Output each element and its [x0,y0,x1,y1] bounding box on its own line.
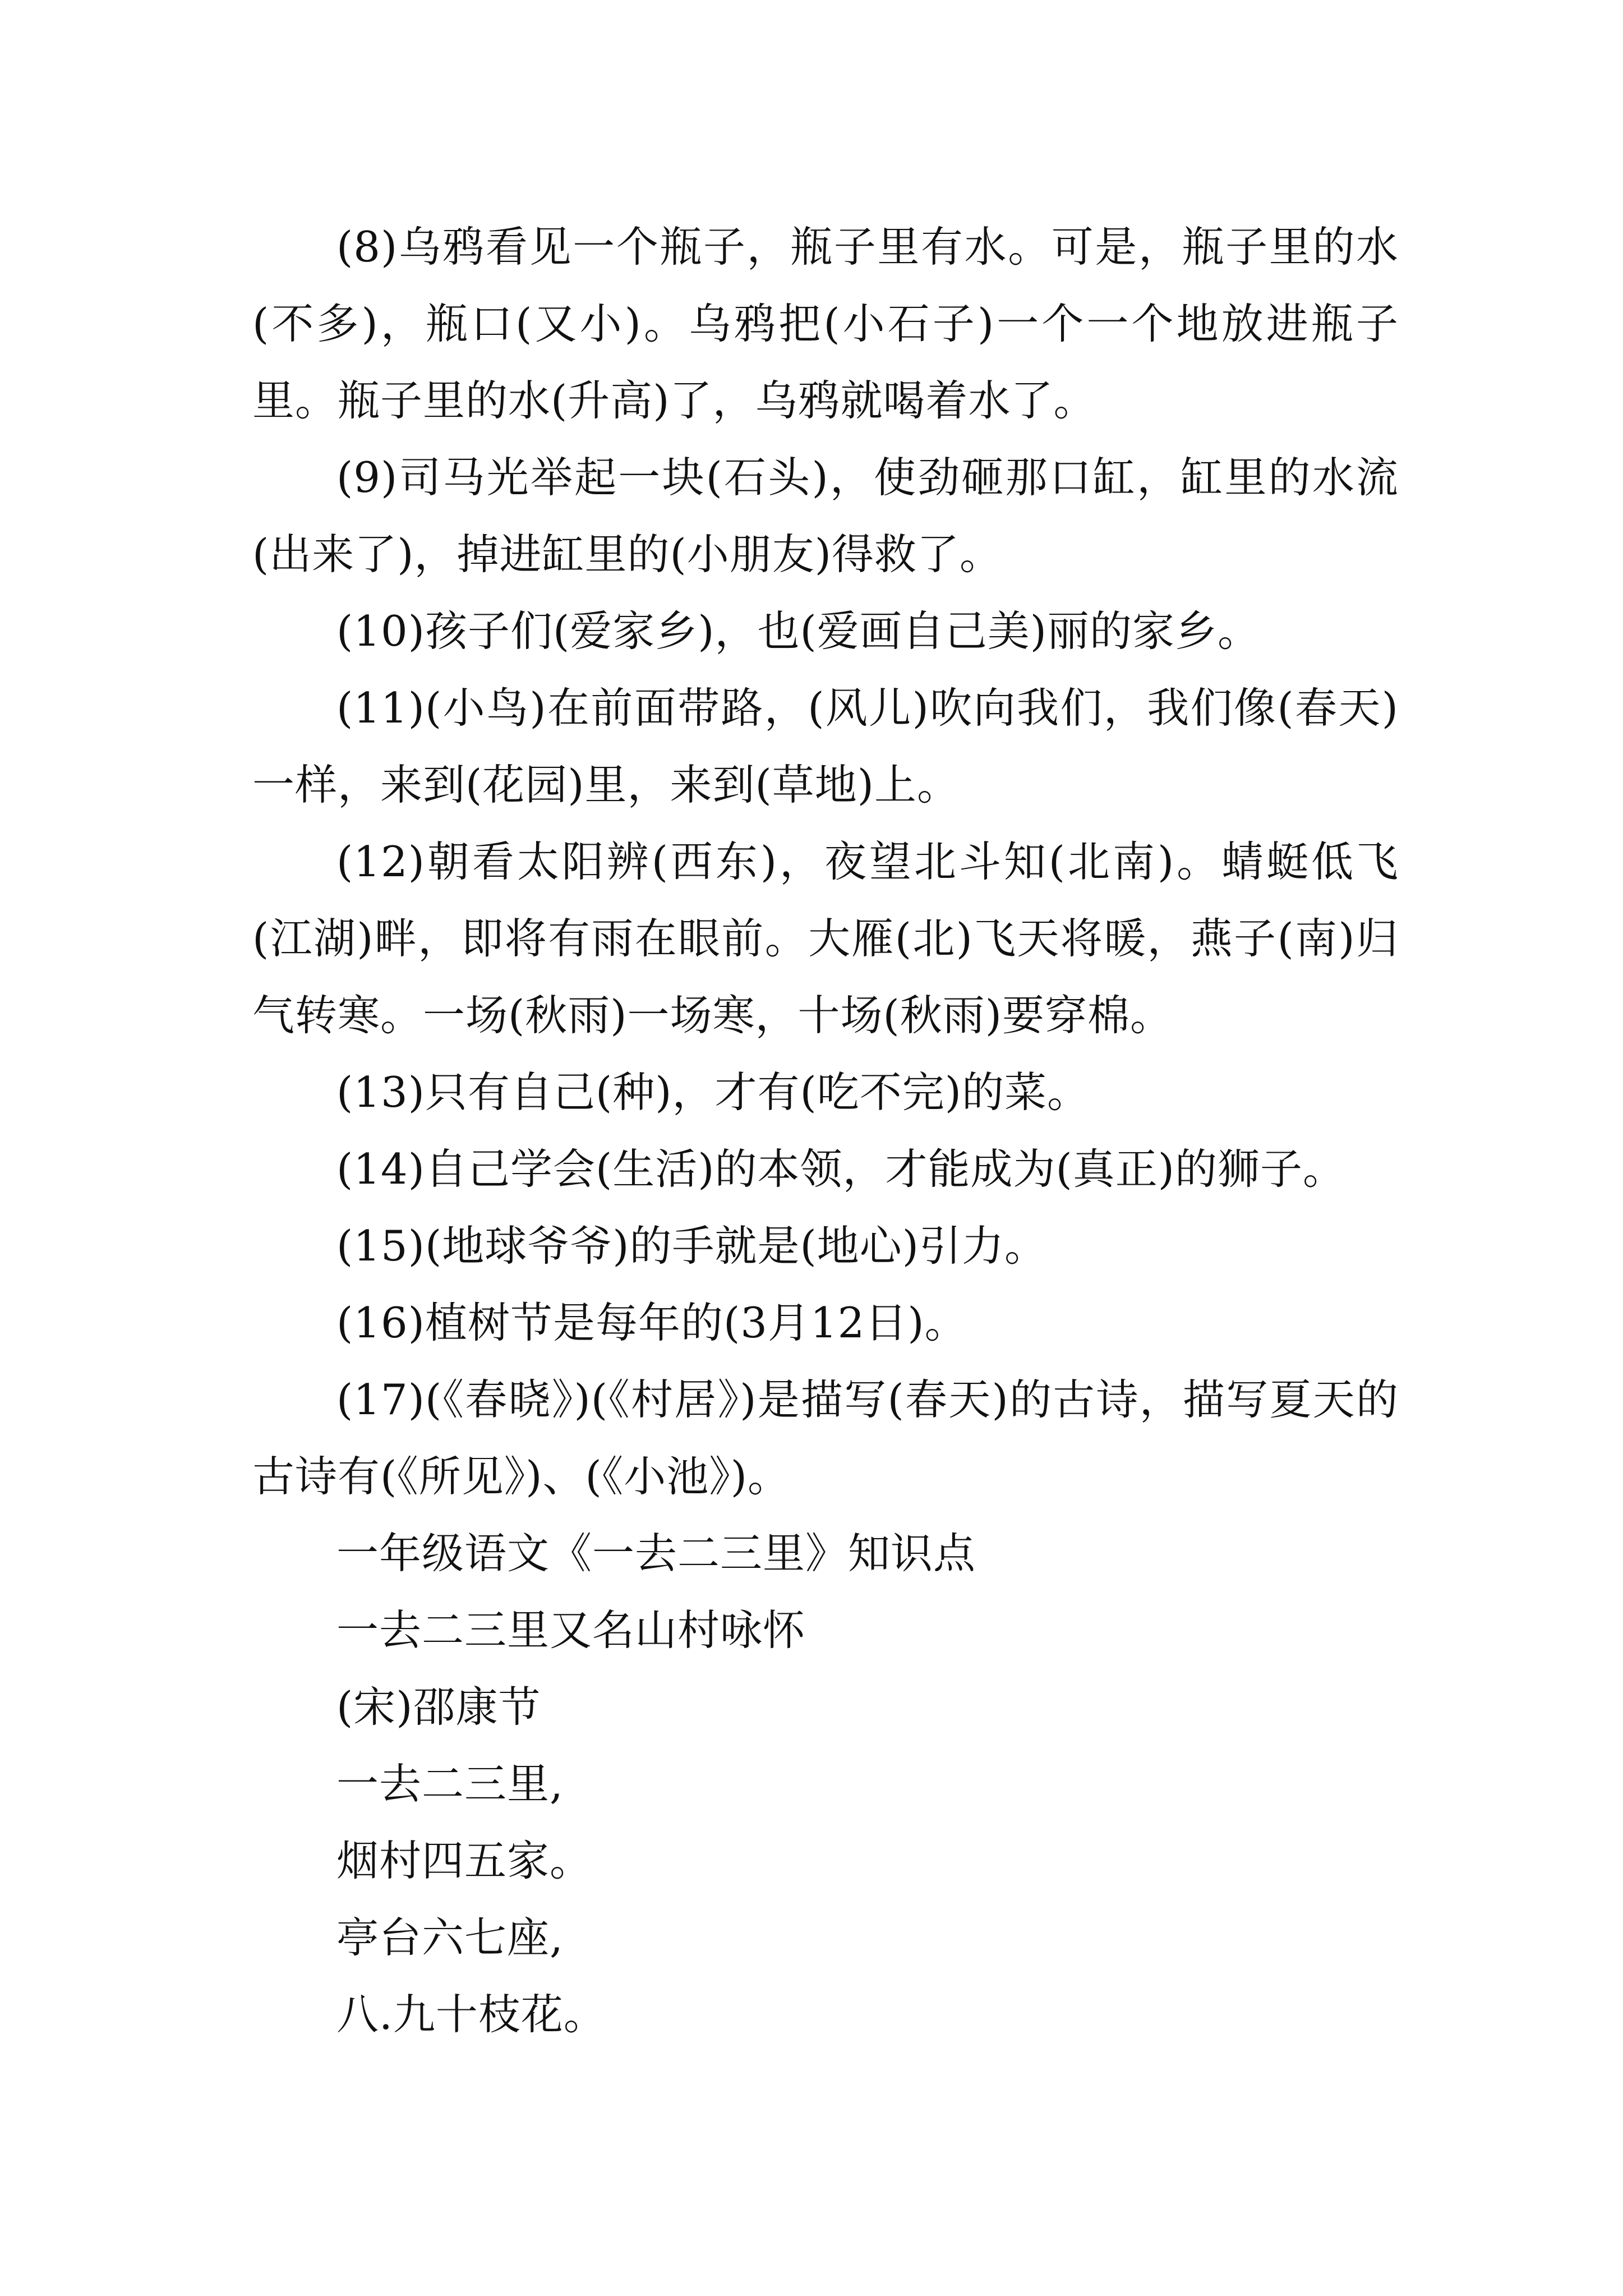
paragraph-9: (9)司马光举起一块(石头)，使劲砸那口缸，缸里的水流(出来了)，掉进缸里的(小朋友)得救了。 [252,453,1399,579]
paragraph-13: (13)只有自己(种)，才有(吃不完)的菜。 [336,1068,1090,1117]
section-heading: 一年级语文《一去二三里》知识点 [336,1529,976,1578]
paragraph-12: (12)朝看太阳辨(西东)，夜望北斗知(北南)。蜻蜓低飞(江湖)畔，即将有雨在眼前。大雁(北)飞天将暖，燕子(南)归气转寒。一场(秋雨)一场寒，十场(秋雨)要穿棉。 [252,837,1399,1040]
paragraph-11: (11)(小鸟)在前面带路，(风儿)吹向我们，我们像(春天)一样，来到(花园)里，来到(草地)上。 [252,683,1399,809]
poem-line-2: 烟村四五家。 [336,1836,593,1885]
poem-line-3: 亭台六七座, [336,1913,564,1962]
paragraph-16: (16)植树节是每年的(3月12日)。 [336,1298,967,1347]
poem-author: (宋)邵康节 [336,1682,541,1732]
poem-line-1: 一去二三里, [336,1759,564,1809]
paragraph-17: (17)(《春晓》)(《村居》)是描写(春天)的古诗，描写夏天的古诗有(《所见》)、(《小池》)。 [252,1375,1399,1501]
paragraph-15: (15)(地球爷爷)的手就是(地心)引力。 [336,1221,1047,1271]
paragraph-14: (14)自己学会(生活)的本领，才能成为(真正)的狮子。 [336,1144,1345,1194]
paragraph-10: (10)孩子们(爱家乡)，也(爱画自己美)丽的家乡。 [336,606,1260,656]
paragraph-8: (8)乌鸦看见一个瓶子，瓶子里有水。可是，瓶子里的水(不多)，瓶口(又小)。乌鸦把(小石子)一个一个地放进瓶子里。瓶子里的水(升高)了，乌鸦就喝着水了。 [252,222,1399,425]
poem-title: 一去二三里又名山村咏怀 [336,1605,806,1655]
poem-line-4: 八.九十枝花。 [336,1990,606,2039]
document-body [252,209,1399,2053]
